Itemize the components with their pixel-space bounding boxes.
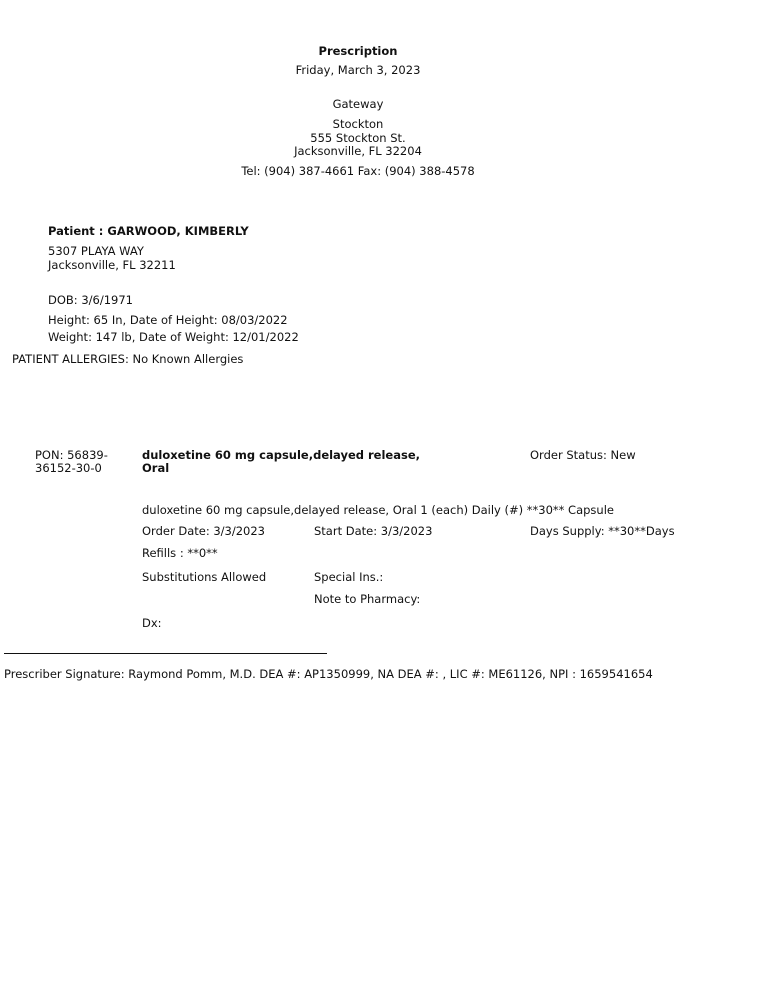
order-pon-line1: PON: 56839- (35, 448, 108, 462)
patient-address-line2: Jacksonville, FL 32211 (48, 258, 176, 272)
order-days-supply: Days Supply: **30**Days (530, 524, 675, 538)
order-drug-line1: duloxetine 60 mg capsule,delayed release, (142, 448, 420, 462)
pharmacy-street: 555 Stockton St. (310, 131, 406, 145)
document-title: Prescription (318, 44, 398, 58)
pharmacy-location: Stockton (332, 117, 384, 131)
order-special-instructions: Special Ins.: (314, 570, 384, 584)
patient-heading: Patient : GARWOOD, KIMBERLY (48, 224, 249, 238)
patient-allergies: PATIENT ALLERGIES: No Known Allergies (12, 352, 244, 366)
order-dx: Dx: (142, 616, 162, 630)
order-date: Order Date: 3/3/2023 (142, 524, 266, 538)
patient-address-line1: 5307 PLAYA WAY (48, 244, 144, 258)
order-refills: Refills : **0** (142, 546, 218, 560)
order-start-date: Start Date: 3/3/2023 (314, 524, 433, 538)
order-drug-line2: Oral (142, 461, 170, 475)
order-substitutions: Substitutions Allowed (142, 570, 267, 584)
pharmacy-city: Jacksonville, FL 32204 (294, 144, 422, 158)
pharmacy-phone-fax: Tel: (904) 387-4661 Fax: (904) 388-4578 (241, 164, 475, 178)
patient-dob: DOB: 3/6/1971 (48, 293, 133, 307)
order-pon-line2: 36152-30-0 (35, 461, 102, 475)
prescriber-signature: Prescriber Signature: Raymond Pomm, M.D. DEA #: AP1350999, NA DEA #: , LIC #: ME61126, NPI : 1659541654 (4, 667, 653, 681)
order-status: Order Status: New (530, 448, 636, 462)
order-note-to-pharmacy: Note to Pharmacy: (314, 592, 421, 606)
signature-line (4, 653, 327, 654)
document-date: Friday, March 3, 2023 (295, 63, 421, 77)
patient-weight: Weight: 147 lb, Date of Weight: 12/01/2022 (48, 330, 299, 344)
pharmacy-org: Gateway (332, 97, 384, 111)
patient-height: Height: 65 In, Date of Height: 08/03/2022 (48, 313, 288, 327)
order-sig: duloxetine 60 mg capsule,delayed release, Oral 1 (each) Daily (#) **30** Capsule (142, 503, 614, 517)
